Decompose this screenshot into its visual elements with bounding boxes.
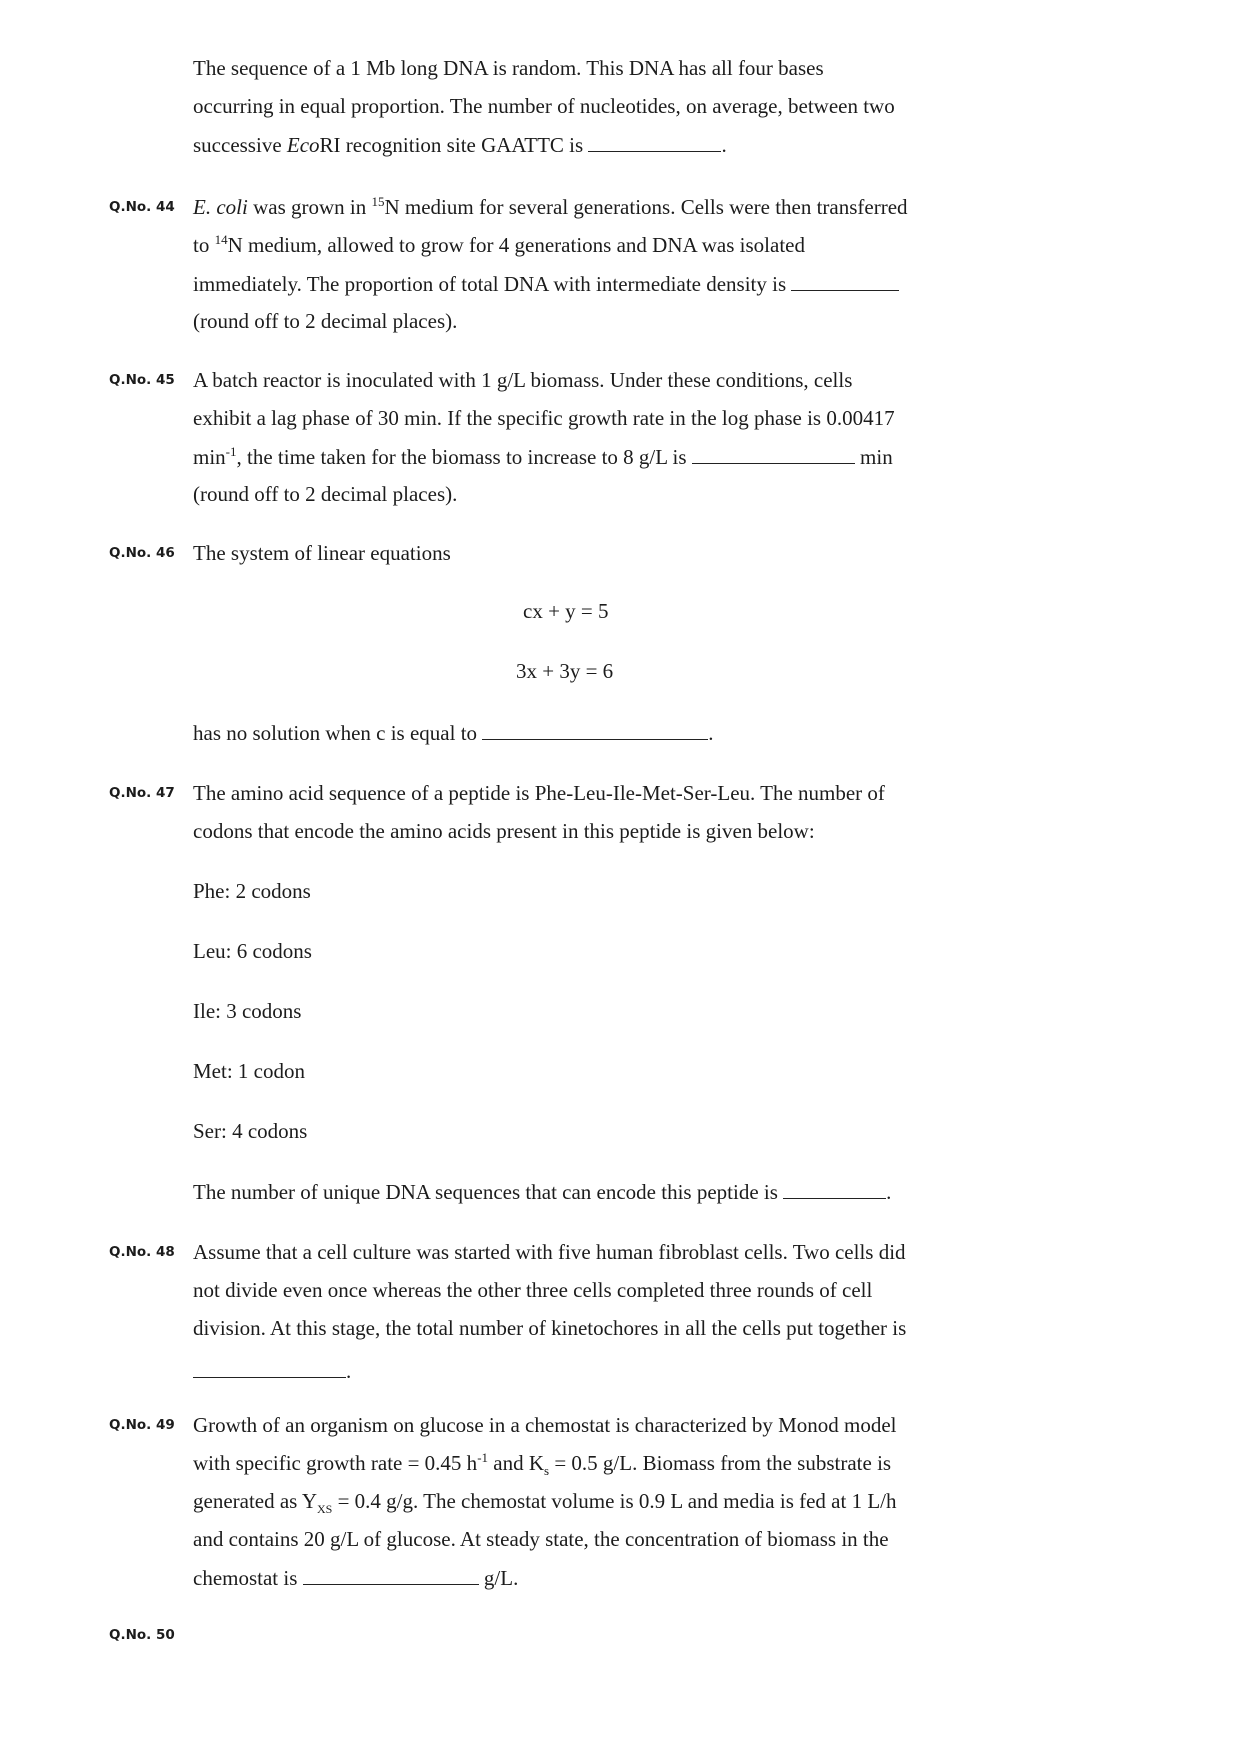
question-number-49: Q.No. 49 <box>109 1417 175 1433</box>
q43-line-3: successive EcoRI recognition site GAATTC is . <box>193 133 727 157</box>
q49-line-4: and contains 20 g/L of glucose. At steady state, the concentration of biomass in the <box>193 1527 889 1551</box>
question-number-44: Q.No. 44 <box>109 199 175 215</box>
q47-line-2: codons that encode the amino acids present in this peptide is given below: <box>193 819 815 843</box>
q46-equation-1: cx + y = 5 <box>523 599 609 623</box>
q45-line-2: exhibit a lag phase of 30 min. If the specific growth rate in the log phase is 0.00417 <box>193 406 895 430</box>
question-number-47: Q.No. 47 <box>109 785 175 801</box>
q46-answer-blank[interactable] <box>482 719 708 740</box>
q47-line-1: The amino acid sequence of a peptide is Phe-Leu-Ile-Met-Ser-Leu. The number of <box>193 781 885 805</box>
q44-line-2: to $^{14}$N medium, allowed to grow for 4 generations and DNA was isolated <box>193 232 805 257</box>
q47-line-3: The number of unique DNA sequences that can encode this peptide is . <box>193 1180 892 1204</box>
q44-answer-blank[interactable] <box>791 270 899 291</box>
q49-line-3: generated as $Y_{XS} = 0.4$ g/g. The chemostat volume is 0.9 L and media is fed at 1 L/h <box>193 1489 897 1517</box>
q46-equation-2: 3x + 3y = 6 <box>516 659 614 683</box>
q44-line-3: immediately. The proportion of total DNA with intermediate density is <box>193 270 899 297</box>
q49-line-1: Growth of an organism on glucose in a chemostat is characterized by Monod model <box>193 1413 897 1437</box>
q47-codon-met: Met: 1 codon <box>193 1059 305 1083</box>
q48-line-4: . <box>193 1357 351 1384</box>
question-number-45: Q.No. 45 <box>109 372 175 388</box>
q45-line-3: $\min^{-1}$, the time taken for the biomass to increase to 8 g/L is min <box>193 444 893 469</box>
q48-answer-blank[interactable] <box>193 1357 346 1378</box>
q45-line-1: A batch reactor is inoculated with 1 g/L biomass. Under these conditions, cells <box>193 368 853 392</box>
q47-codon-ile: Ile: 3 codons <box>193 999 302 1023</box>
question-number-48: Q.No. 48 <box>109 1244 175 1260</box>
q43-line-2: occurring in equal proportion. The number of nucleotides, on average, between two <box>193 94 895 118</box>
q47-codon-phe: Phe: 2 codons <box>193 879 311 903</box>
question-number-50: Q.No. 50 <box>109 1627 175 1643</box>
q45-answer-blank[interactable] <box>692 443 855 464</box>
q43-answer-blank[interactable] <box>588 131 721 152</box>
q47-codon-ser: Ser: 4 codons <box>193 1119 308 1143</box>
q47-answer-blank[interactable] <box>783 1178 886 1199</box>
q44-line-4: (round off to 2 decimal places). <box>193 309 458 333</box>
q46-line-1: The system of linear equations <box>193 541 451 565</box>
q48-line-3: division. At this stage, the total number of kinetochores in all the cells put together is <box>193 1316 907 1340</box>
q46-line-2: has no solution when c is equal to . <box>193 721 714 745</box>
q49-line-2: with specific growth rate = 0.45 $h^{-1}$ and $K_s = 0.5$ g/L. Biomass from the substrate is <box>193 1450 892 1479</box>
q48-line-2: not divide even once whereas the other three cells completed three rounds of cell <box>193 1278 873 1302</box>
q45-line-4: (round off to 2 decimal places). <box>193 482 458 506</box>
q44-line-1: E. coli was grown in $^{15}$N medium for several generations. Cells were then transferred <box>193 194 908 219</box>
q47-codon-leu: Leu: 6 codons <box>193 939 312 963</box>
q49-answer-blank[interactable] <box>303 1564 479 1585</box>
question-number-46: Q.No. 46 <box>109 545 175 561</box>
q43-line-1: The sequence of a 1 Mb long DNA is random. This DNA has all four bases <box>193 56 824 80</box>
q49-line-5: chemostat is g/L. <box>193 1566 519 1590</box>
q48-line-1: Assume that a cell culture was started with five human fibroblast cells. Two cells did <box>193 1240 906 1264</box>
